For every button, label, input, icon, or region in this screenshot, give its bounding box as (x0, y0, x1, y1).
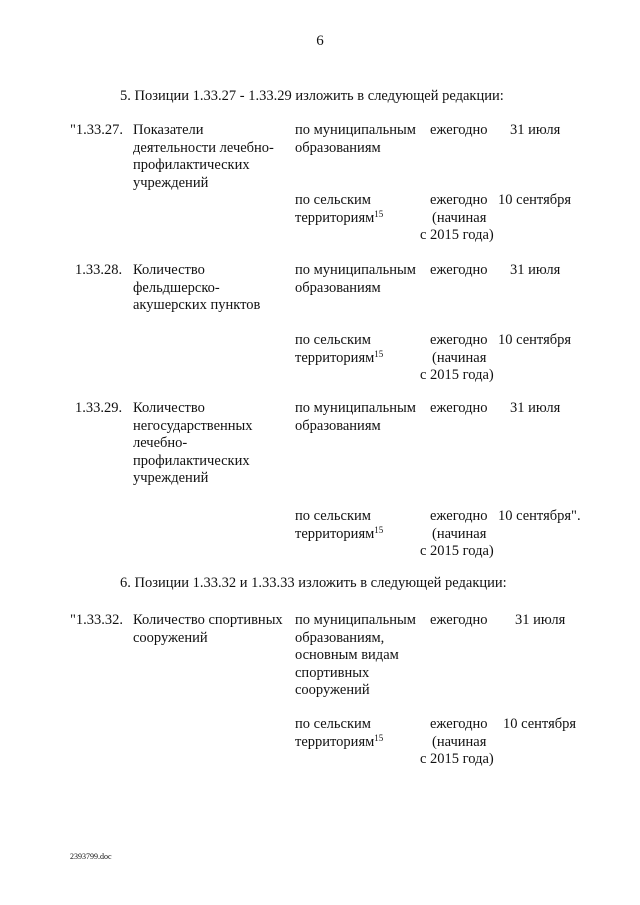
level-line (295, 647, 399, 665)
level-text: по сельским (295, 332, 371, 348)
indicator-name-line: учреждений (133, 174, 209, 191)
indicator-name-line: фельдшерско- (133, 279, 220, 296)
level-line (295, 122, 416, 140)
level-line (295, 682, 370, 700)
level-text: по муниципальным (295, 122, 416, 138)
level-text: по муниципальным (295, 262, 416, 278)
indicator-name-line: профилактических (133, 452, 250, 469)
indicator-name-line: деятельности лечебно- (133, 139, 274, 156)
indicator-name-line: сооружений (133, 629, 208, 646)
level-text: по муниципальным (295, 400, 416, 416)
period-line: с 2015 года) (420, 751, 494, 767)
period-line: (начиная (432, 733, 487, 750)
page-number: 6 (316, 33, 324, 49)
footnote-marker: 15 (374, 348, 384, 359)
level-text: по сельским (295, 508, 371, 524)
indicator-name-line: Количество спортивных (133, 612, 283, 628)
level-line (295, 210, 383, 228)
level-line (295, 508, 371, 526)
period-line: ежегодно (430, 508, 488, 524)
level-line (295, 192, 371, 210)
period-line: (начиная (432, 525, 487, 542)
level-line (295, 262, 416, 280)
period-line: ежегодно (430, 400, 488, 416)
position-code: 1.33.28. (75, 262, 123, 278)
indicator-name-line: Количество (133, 262, 205, 278)
deadline: 31 июля (510, 262, 561, 278)
indicator-name-line: учреждений (133, 470, 209, 486)
deadline: 10 сентября (498, 332, 572, 348)
paragraph-6: 6. Позиции 1.33.32 и 1.33.33 изложить в следующей редакции: (120, 575, 507, 591)
deadline: 10 сентября (503, 716, 577, 732)
document-filename: 2393799.doc (70, 852, 112, 861)
deadline: 31 июля (510, 400, 561, 416)
indicator-name-line: Показатели (133, 122, 204, 138)
indicator-name-line: негосударственных (133, 417, 253, 434)
period-line: ежегодно (430, 612, 488, 628)
period-line: (начиная (432, 349, 487, 366)
level-text: по муниципальным (295, 612, 416, 628)
level-text: по сельским (295, 192, 371, 208)
level-line (295, 140, 381, 158)
level-line (295, 630, 384, 648)
period-line: ежегодно (430, 332, 488, 348)
level-line (295, 350, 383, 368)
paragraph-5: 5. Позиции 1.33.27 - 1.33.29 изложить в следующей редакции: (120, 88, 504, 104)
level-text: спортивных (295, 664, 370, 681)
level-line (295, 280, 381, 298)
deadline: 31 июля (510, 122, 561, 138)
position-code: "1.33.27. (70, 122, 124, 138)
level-line (295, 400, 416, 418)
footnote-marker: 15 (374, 732, 384, 743)
level-text: образованиям (295, 417, 381, 434)
footnote-marker: 15 (374, 208, 384, 219)
level-text: по сельским (295, 716, 371, 732)
level-text: сооружений (295, 682, 370, 698)
deadline: 10 сентября (498, 192, 572, 208)
level-line (295, 526, 383, 544)
period-line: ежегодно (430, 192, 488, 208)
deadline: 10 сентября". (498, 508, 581, 524)
deadline: 31 июля (515, 612, 566, 628)
period-line: ежегодно (430, 122, 488, 138)
level-line (295, 665, 369, 683)
level-text: образованиям, (295, 629, 385, 646)
level-text: территориям (295, 525, 375, 542)
period-line: (начиная (432, 209, 487, 226)
period-line: с 2015 года) (420, 367, 494, 383)
period-line: с 2015 года) (420, 543, 494, 559)
period-line: с 2015 года) (420, 227, 494, 243)
level-line (295, 418, 381, 436)
period-line: ежегодно (430, 262, 488, 278)
level-line (295, 716, 371, 734)
position-code: "1.33.32. (70, 612, 124, 628)
indicator-name-line: Количество (133, 400, 205, 416)
position-code: 1.33.29. (75, 400, 123, 416)
level-line (295, 734, 383, 752)
level-text: образованиям (295, 279, 381, 296)
indicator-name-line: акушерских пунктов (133, 297, 261, 313)
level-text: территориям (295, 349, 375, 366)
level-text: территориям (295, 733, 375, 750)
level-line (295, 612, 416, 630)
footnote-marker: 15 (374, 524, 384, 535)
period-line: ежегодно (430, 716, 488, 732)
level-text: основным видам (295, 647, 399, 663)
indicator-name-line: лечебно- (133, 435, 188, 451)
level-text: образованиям (295, 139, 381, 156)
level-text: территориям (295, 209, 375, 226)
level-line (295, 332, 371, 350)
indicator-name-line: профилактических (133, 157, 250, 173)
